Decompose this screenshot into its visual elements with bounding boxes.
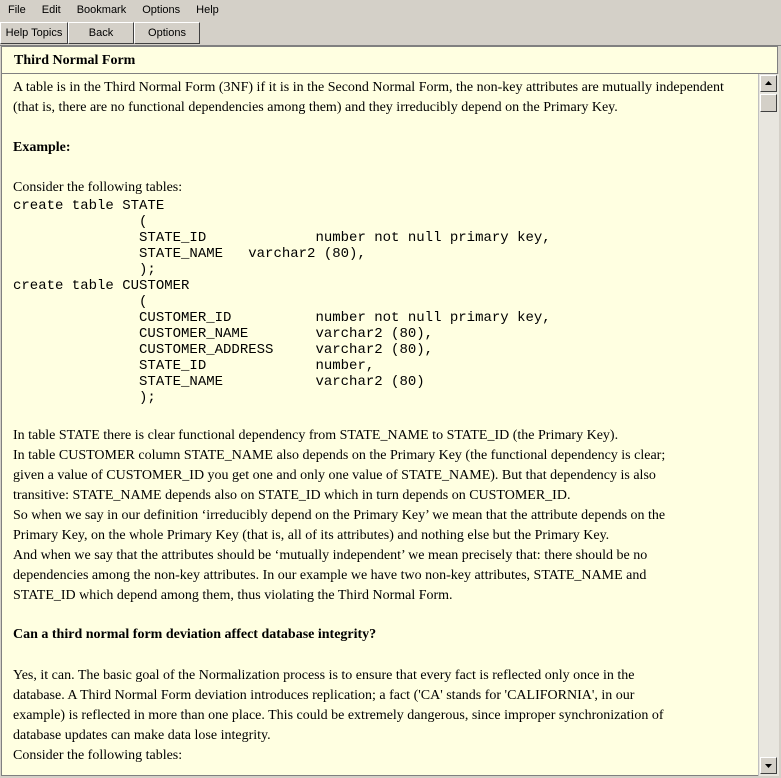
menu-bookmark[interactable]: Bookmark [76,4,127,16]
code-line: ( [13,294,148,310]
code-line: CUSTOMER_NAME varchar2 (80), [13,326,434,342]
menu-file[interactable]: File [8,4,26,16]
scroll-up-button[interactable] [760,75,777,92]
code-line: CUSTOMER_ADDRESS varchar2 (80), [13,342,434,358]
answer-line: Yes, it can. The basic goal of the Normalization process is to ensure that every fact is reflected only once in the [13,668,635,683]
explanation-line: given a value of CUSTOMER_ID you get one and only one value of STATE_NAME). But that dependency is also [13,468,656,483]
answer-line: example) is reflected in more than one place. This could be extremely dangerous, since improper synchronization of [13,708,664,723]
menu-edit[interactable]: Edit [41,4,61,16]
sql-code-block [13,198,743,406]
code-line: create table STATE [13,198,165,214]
intro-paragraph: A table is in the Third Normal Form (3NF) if it is in the Second Normal Form, the non-key attributes are mutually independent (that is, there are no functional dependencies among them) and they irreducibly depend on the Primary Key. [13,80,724,115]
menu-help[interactable]: Help [196,4,219,16]
help-topics-button[interactable]: Help Topics [0,22,68,44]
explanation-block [13,426,753,606]
topic-title-bar [1,46,778,74]
answer-line: database. A Third Normal Form deviation introduces replication; a fact ('CA' stands for 'CALIFORNIA', in our [13,688,635,703]
code-line: create table CUSTOMER [13,278,190,294]
code-line: ( [13,214,148,230]
explanation-line: dependencies among the non-key attributes. In our example we have two non-key attributes, STATE_NAME and [13,568,647,583]
code-line: STATE_NAME varchar2 (80) [13,374,425,390]
explanation-line: In table STATE there is clear functional dependency from STATE_NAME to STATE_ID (the Primary Key). [13,428,619,443]
scroll-down-button[interactable] [760,757,777,774]
arrow-down-icon [761,758,776,773]
page-title: Third Normal Form [14,53,136,68]
answer-line: database updates can make data lose integrity. [13,728,271,743]
explanation-line: transitive: STATE_NAME depends also on STATE_ID which in turn depends on CUSTOMER_ID. [13,488,571,503]
scroll-thumb[interactable] [760,94,777,112]
code-line: ); [13,390,156,406]
help-content-pane [1,74,758,776]
explanation-line: So when we say in our definition ‘irreducibly depend on the Primary Key’ we mean that the attribute depends on the [13,508,666,523]
menu-bar [0,0,781,20]
explanation-line: STATE_ID which depend among them, thus violating the Third Normal Form. [13,588,453,603]
explanation-line: And when we say that the attributes should be ‘mutually independent’ we mean precisely that: there should be no [13,548,648,563]
consider-text: Consider the following tables: [13,180,183,195]
code-line: CUSTOMER_ID number not null primary key, [13,310,551,326]
vertical-scrollbar[interactable] [758,74,779,776]
code-line: STATE_NAME varchar2 (80), [13,246,366,262]
answer-line: Consider the following tables: [13,748,183,763]
back-button[interactable]: Back [68,22,134,44]
answer-block [13,666,753,766]
code-line: ); [13,262,156,278]
code-line: STATE_ID number, [13,358,375,374]
menu-options[interactable]: Options [142,4,181,16]
explanation-line: Primary Key, on the whole Primary Key (that is, all of its attributes) and nothing else but the Primary Key. [13,528,610,543]
code-line: STATE_ID number not null primary key, [13,230,551,246]
question-heading: Can a third normal form deviation affect database integrity? [13,627,377,642]
explanation-line: In table CUSTOMER column STATE_NAME also depends on the Primary Key (the functional dependency is clear; [13,448,666,463]
example-heading: Example: [13,140,71,155]
options-button[interactable]: Options [134,22,200,44]
toolbar [0,22,781,44]
arrow-up-icon [761,76,776,91]
